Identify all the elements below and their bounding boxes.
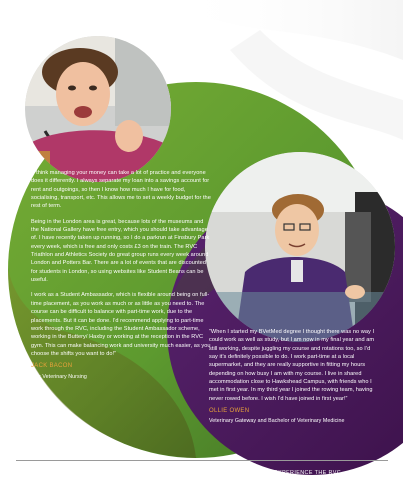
footer-section-label: EXPERIENCE THE RVC [274,470,341,476]
ollie-photo [205,152,395,342]
jack-quote [31,169,211,381]
jack-quote-paragraph: I work as a Student Ambassador, which is flexible around being on full-time placement, as you work as much or as little as you need to. The course can be difficult to balance with part-time work, due to the placements. But it can be done. I’d recommend applying to part-time work through the RVC, including the Student Ambassador scheme, working in the Buttery/ Haxby or working at the reception in the RVC gym. This can make balancing work and university much easier, as you choose the shifts you want to do!” [31,292,211,357]
jack-name: JACK BACON [31,363,73,370]
ollie-quote [209,328,377,426]
jack-role: BSc Veterinary Nursing [31,373,87,380]
jack-photo [25,36,171,182]
ollie-role: Veterinary Gateway and Bachelor of Veterinary Medicine [209,418,345,425]
jack-quote-paragraph: “I think managing your money can take a lot of practice and everyone does it differently. I always separate my loan into a savings account for rent and outgoings, so then I know how much I have for food, socialising, transport, etc. This allows me to set a weekly budget for the rest of term. [31,170,211,210]
footer-rule [16,460,388,461]
ollie-quote-paragraph: “When I started my BVetMed degree I thought there was no way I could work as well as study, but I am now in my final year and am still working, despite juggling my course and rotations too, so I’d say it’s definitely possible to do. I work part-time at a local supermarket, and they are really supportive in fitting my hours depending on how busy I am with my course. I live in shared accommodation close to Hawkshead Campus, with friends who I met in first year. In my third year I joined the rowing team, having never rowed before. I wish I’d have joined in first year!” [209,329,375,402]
footer [0,460,403,480]
ollie-name: OLLIE OWEN [209,408,250,415]
page-number: 91 [364,467,373,476]
jack-quote-paragraph: Being in the London area is great, because lots of the museums and the National Gallery have free entry, which you should take advantage of. I have recently taken up running, so I do a parkrun at Finsbury Park every week, which is free and only costs £3 on the train. The RVC Triathlon and Athletics Society do great group runs every week around London and Potters Bar. There are a lot of events that are discounted for students in London, so using websites like Student Beans can be useful. [31,218,210,284]
